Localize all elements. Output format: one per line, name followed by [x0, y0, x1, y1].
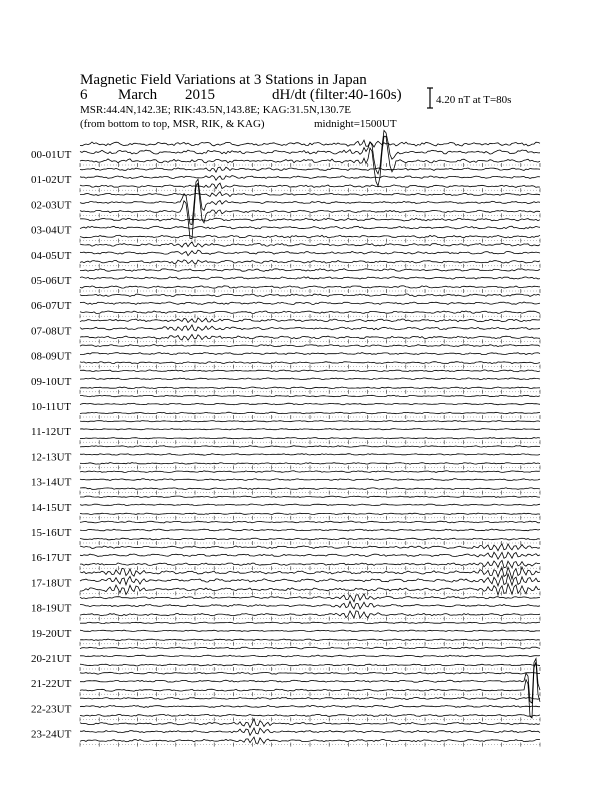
- trace-kag: [80, 647, 540, 649]
- trace-kag: [80, 446, 540, 448]
- trace-rik: [80, 552, 540, 559]
- trace-msr: [80, 664, 540, 666]
- trace-msr: [80, 334, 540, 340]
- trace-rik: [80, 574, 540, 586]
- hour-row-label: 04-05UT: [31, 249, 72, 262]
- hour-row-label: 08-09UT: [31, 350, 72, 363]
- trace-rik: [80, 378, 540, 380]
- trace-msr: [80, 387, 540, 389]
- trace-kag: [80, 672, 540, 674]
- hour-row-label: 06-07UT: [31, 300, 72, 313]
- trace-kag: [80, 496, 540, 497]
- hour-row-label: 02-03UT: [31, 199, 72, 212]
- trace-rik: [80, 131, 540, 174]
- trace-kag: [80, 471, 540, 473]
- trace-msr: [80, 286, 540, 288]
- trace-msr: [80, 362, 540, 364]
- hour-row-label: 20-21UT: [31, 653, 72, 665]
- trace-kag: [80, 622, 540, 624]
- hour-row-label: 22-23UT: [31, 703, 72, 716]
- trace-rik: [80, 429, 540, 430]
- station-coordinates: MSR:44.4N,142.3E; RIK:43.5N,143.8E; KAG:31.5N,130.7E: [80, 104, 352, 116]
- trace-msr: [80, 260, 540, 264]
- hour-row-label: 15-16UT: [31, 527, 72, 539]
- date-year: 2015: [185, 87, 215, 103]
- trace-msr: [80, 538, 540, 540]
- trace-kag: [80, 395, 540, 397]
- trace-msr: [80, 235, 540, 238]
- scale-bar-label: 4.20 nT at T=80s: [436, 94, 512, 106]
- hour-row-label: 00-01UT: [31, 149, 72, 161]
- trace-rik: [80, 325, 540, 331]
- trace-kag: [80, 242, 540, 247]
- trace-rik: [80, 601, 540, 609]
- hour-row-label: 18-19UT: [31, 602, 72, 615]
- trace-rik: [80, 226, 540, 229]
- hour-row-label: 01-02UT: [31, 174, 72, 187]
- chart-title: Magnetic Field Variations at 3 Stations in Japan: [80, 72, 367, 88]
- trace-rik: [80, 403, 540, 405]
- trace-msr: [80, 714, 540, 716]
- trace-rik: [80, 454, 540, 456]
- trace-kag: [80, 140, 540, 147]
- trace-kag: [80, 269, 540, 272]
- trace-kag: [80, 192, 540, 197]
- trace-msr: [80, 488, 540, 490]
- trace-kag: [80, 294, 540, 297]
- hour-row-label: 14-15UT: [31, 501, 72, 514]
- trace-rik: [80, 728, 540, 735]
- trace-rik: [80, 353, 540, 355]
- hour-row-label: 13-14UT: [31, 476, 72, 489]
- trace-kag: [80, 521, 540, 523]
- hour-row-label: 23-24UT: [31, 728, 72, 741]
- hour-row-label: 12-13UT: [31, 451, 72, 464]
- hour-row-label: 10-11UT: [31, 401, 71, 413]
- hour-row-label: 17-18UT: [31, 577, 72, 590]
- hour-row-label: 07-08UT: [31, 325, 72, 338]
- trace-kag: [80, 345, 540, 347]
- trace-rik: [80, 479, 540, 481]
- trace-msr: [80, 639, 540, 640]
- trace-kag: [80, 167, 540, 172]
- trace-rik: [80, 504, 540, 506]
- trace-kag: [80, 697, 540, 699]
- trace-rik: [80, 302, 540, 305]
- hour-row-label: 19-20UT: [31, 627, 72, 640]
- hour-row-label: 11-12UT: [31, 426, 71, 439]
- trace-kag: [80, 421, 540, 422]
- filter-label: dH/dt (filter:40-160s): [272, 87, 402, 103]
- trace-msr: [80, 737, 540, 743]
- trace-rik: [80, 250, 540, 256]
- trace-rik: [80, 277, 540, 279]
- hour-row-label: 03-04UT: [31, 224, 72, 237]
- trace-rik: [80, 176, 540, 181]
- trace-msr: [80, 183, 540, 189]
- trace-rik: [80, 529, 540, 531]
- hour-row-label: 21-22UT: [31, 678, 72, 691]
- trace-msr: [80, 412, 540, 414]
- station-order-note: (from bottom to top, MSR, RIK, & KAG): [80, 118, 265, 130]
- hour-row-label: 16-17UT: [31, 552, 72, 565]
- trace-rik: [80, 705, 540, 707]
- trace-msr: [80, 513, 540, 515]
- trace-kag: [80, 218, 540, 221]
- midnight-note: midnight=1500UT: [314, 118, 397, 130]
- trace-msr: [80, 438, 540, 439]
- trace-kag: [80, 318, 540, 323]
- date-day: 6: [80, 87, 88, 103]
- hour-row-label: 09-10UT: [31, 375, 72, 388]
- trace-rik: [80, 630, 540, 632]
- trace-msr: [80, 463, 540, 465]
- hour-row-label: 05-06UT: [31, 275, 72, 287]
- hour-rows: [31, 131, 540, 747]
- trace-rik: [80, 655, 540, 657]
- trace-msr: [80, 311, 540, 314]
- trace-kag: [80, 370, 540, 372]
- date-month: March: [118, 87, 158, 103]
